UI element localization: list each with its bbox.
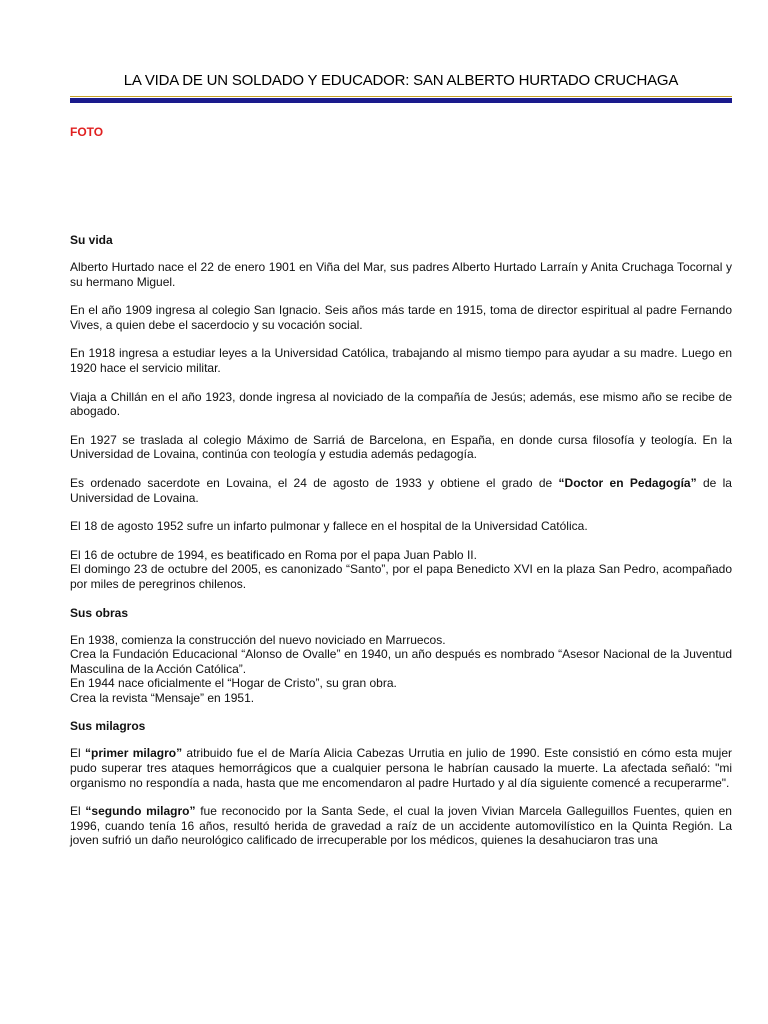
text-run: de la Universidad de Lovaina. bbox=[70, 475, 732, 505]
text-run: fue reconocido por la Santa Sede, el cual la joven Vivian Marcela Galleguillos Fuentes, quien en 1996, cuando tenía 16 años, resultó herida de gravedad a raíz de un accidente automovilístico en la Quinta Región. La joven sufrió un daño neurológico calificado de irrecuperable por los médicos, quienes la desahuciaron tras una bbox=[70, 804, 732, 848]
paragraph: Alberto Hurtado nace el 22 de enero 1901 en Viña del Mar, sus padres Alberto Hurtado Larraín y Anita Cruchaga Tocornal y su hermano Miguel. bbox=[70, 260, 732, 289]
section-heading-obras: Sus obras bbox=[70, 605, 129, 620]
document-body bbox=[70, 233, 732, 862]
text-line: En 1944 nace oficialmente el “Hogar de Cristo”, su gran obra. bbox=[70, 676, 397, 691]
text-line: El domingo 23 de octubre del 2005, es canonizado “Santo”, por el papa Benedicto XVI en la plaza San Pedro, acompañado por miles de peregrinos chilenos. bbox=[70, 562, 732, 591]
paragraph: En 1918 ingresa a estudiar leyes a la Universidad Católica, trabajando al mismo tiempo para ayudar a su madre. Luego en 1920 hace el servicio militar. bbox=[70, 346, 732, 375]
paragraph bbox=[70, 633, 732, 706]
text-line: Crea la Fundación Educacional “Alonso de Ovalle” en 1940, un año después es nombrado “Asesor Nacional de la Juventud Masculina de la Acción Católica”. bbox=[70, 647, 732, 676]
paragraph: En el año 1909 ingresa al colegio San Ignacio. Seis años más tarde en 1915, toma de director espiritual al padre Fernando Vives, a quien debe el sacerdocio y su vocación social. bbox=[70, 303, 732, 332]
bold-text: “Doctor en Pedagogía” bbox=[558, 475, 697, 490]
section-heading-milagros: Sus milagros bbox=[70, 719, 146, 734]
text-line: El 16 de octubre de 1994, es beatificado en Roma por el papa Juan Pablo II. bbox=[70, 547, 477, 562]
title-rule bbox=[70, 98, 732, 103]
text-line: En 1938, comienza la construcción del nuevo noviciado en Marruecos. bbox=[70, 632, 446, 647]
paragraph bbox=[70, 746, 732, 790]
paragraph bbox=[70, 804, 732, 848]
text-run: El bbox=[70, 804, 86, 819]
bold-text: “primer milagro” bbox=[85, 746, 183, 761]
paragraph bbox=[70, 548, 732, 592]
text-run: El bbox=[70, 746, 86, 761]
title-rule-accent bbox=[70, 96, 732, 97]
paragraph: El 18 de agosto 1952 sufre un infarto pulmonar y fallece en el hospital de la Universidad Católica. bbox=[70, 519, 588, 534]
text-run: Es ordenado sacerdote en Lovaina, el 24 de agosto de 1933 y obtiene el grado de bbox=[70, 475, 559, 490]
paragraph bbox=[70, 476, 732, 505]
bold-text: “segundo milagro” bbox=[85, 804, 196, 819]
section-heading-vida: Su vida bbox=[70, 233, 113, 247]
text-run: atribuido fue el de María Alicia Cabezas Urrutia en julio de 1990. Este consistió en cómo esta mujer pudo superar tres ataques hemorrágicos que a cualquier persona le habrían causado la muerte. La afectada señaló: "mi organismo no respondía a nada, hasta que me encomendaron al padre Hurtado y al día siguiente comencé a recuperarme". bbox=[70, 746, 732, 790]
text-line: Crea la revista “Mensaje” en 1951. bbox=[70, 690, 255, 705]
paragraph: Viaja a Chillán en el año 1923, donde ingresa al noviciado de la compañía de Jesús; además, ese mismo año se recibe de abogado. bbox=[70, 389, 732, 419]
photo-placeholder-label: FOTO bbox=[70, 125, 104, 139]
page-title: LA VIDA DE UN SOLDADO Y EDUCADOR: SAN ALBERTO HURTADO CRUCHAGA bbox=[123, 72, 679, 89]
paragraph: En 1927 se traslada al colegio Máximo de Sarriá de Barcelona, en España, en donde cursa filosofía y teología. En la Universidad de Lovaina, continúa con teología y estudia además pedagogía. bbox=[70, 432, 732, 462]
